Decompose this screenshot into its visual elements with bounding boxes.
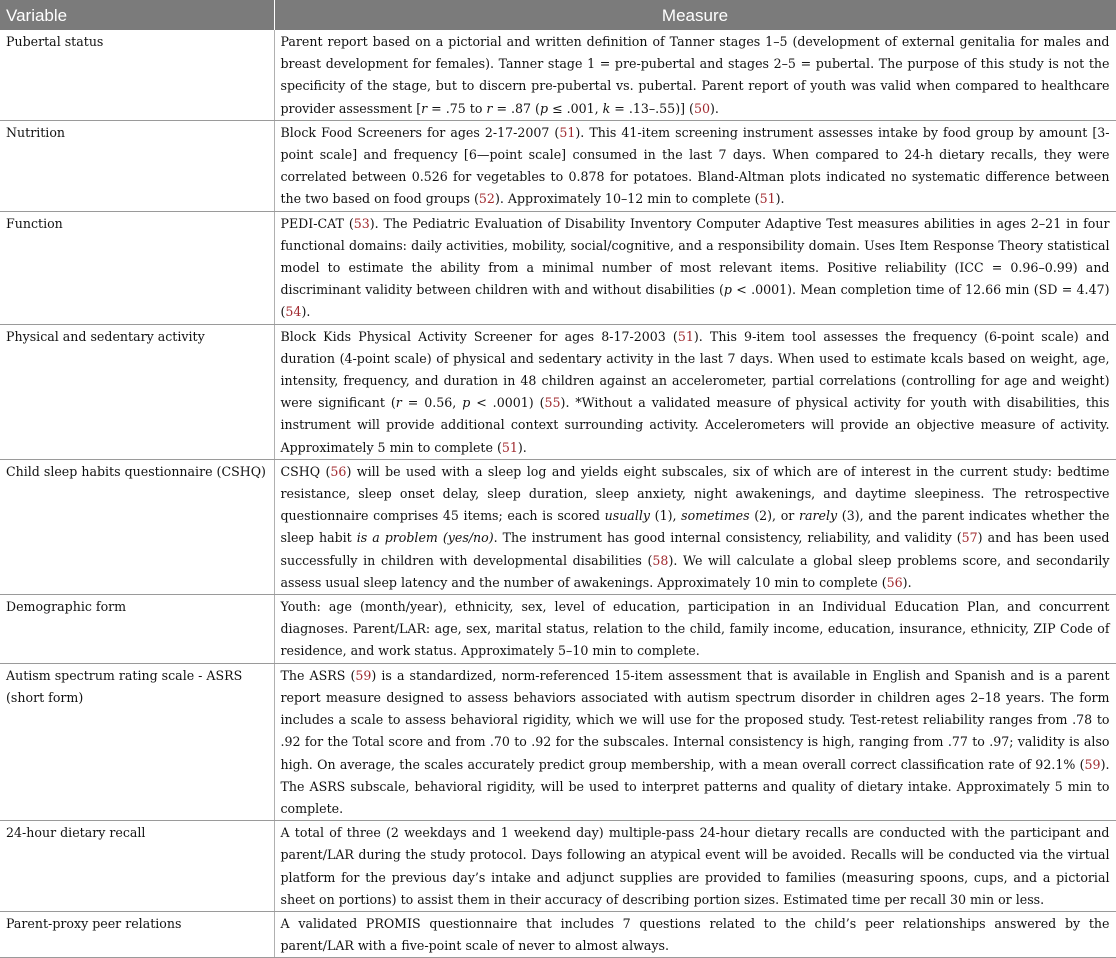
variable-cell: Pubertal status	[0, 30, 274, 120]
measure-cell: Block Food Screeners for ages 2-17-2007 (51). This 41-item screening instrument assesses intake by food group by amount [3-point scale] and frequency [6—point scale] consumed in the last 7 days. When compared to 24-h dietary recalls, they were correlated between 0.526 for vegetables to 0.878 for potatoes. Bland-Altman plots indicated no systematic difference between the two based on food groups (52). Approximately 10–12 min to complete (51).	[274, 120, 1116, 211]
table-row	[0, 911, 1116, 957]
variable-cell: 24-hour dietary recall	[0, 821, 274, 912]
measure-cell: CSHQ (56) will be used with a sleep log and yields eight subscales, six of which are of interest in the current study: bedtime resistance, sleep onset delay, sleep duration, sleep anxiety, night awakenings, and daytime sleepiness. The retrospective questionnaire comprises 45 items; each is scored usually (1), sometimes (2), or rarely (3), and the parent indicates whether the sleep habit is a problem (yes/no). The instrument has good internal consistency, reliability, and validity (57) and has been used successfully in children with developmental disabilities (58). We will calculate a global sleep problems score, and secondarily assess usual sleep latency and the number of awakenings. Approximately 10 min to complete (56).	[274, 459, 1116, 594]
measure-cell: Block Kids Physical Activity Screener for ages 8-17-2003 (51). This 9-item tool assesses the frequency (6-point scale) and duration (4-point scale) of physical and sedentary activity in the last 7 days. When used to estimate kcals based on weight, age, intensity, frequency, and duration in 48 children against an accelerometer, partial correlations (controlling for age and weight) were significant (r = 0.56, p < .0001) (55). *Without a validated measure of physical activity for youth with disabilities, this instrument will provide additional context surrounding activity. Accelerometers will provide an objective measure of activity. Approximately 5 min to complete (51).	[274, 324, 1116, 459]
measure-cell: Youth: age (month/year), ethnicity, sex, level of education, participation in an Individual Education Plan, and concurrent diagnoses. Parent/LAR: age, sex, marital status, relation to the child, family income, education, insurance, ethnicity, ZIP Code of residence, and work status. Approximately 5–10 min to complete.	[274, 595, 1116, 664]
table-row	[0, 324, 1116, 459]
header-measure: Measure	[274, 0, 1116, 30]
variable-cell: Child sleep habits questionnaire (CSHQ)	[0, 459, 274, 594]
variable-cell: Demographic form	[0, 595, 274, 664]
measure-cell: A total of three (2 weekdays and 1 weekend day) multiple-pass 24-hour dietary recalls are conducted with the participant and parent/LAR during the study protocol. Days following an atypical event will be avoided. Recalls will be conducted via the virtual platform for the previous day’s intake and adjunct supplies are provided to families (measuring spoons, cups, and a pictorial sheet on portions) to assist them in their accuracy of describing portion sizes. Estimated time per recall 30 min or less.	[274, 821, 1116, 912]
table-row	[0, 211, 1116, 324]
table-row	[0, 30, 1116, 120]
variable-cell: Parent-proxy peer relations	[0, 911, 274, 957]
variable-cell: Function	[0, 211, 274, 324]
variable-cell: Autism spectrum rating scale - ASRS (short form)	[0, 663, 274, 820]
variable-cell: Physical and sedentary activity	[0, 324, 274, 459]
measure-cell: A validated PROMIS questionnaire that includes 7 questions related to the child’s peer relationships answered by the parent/LAR with a five-point scale of never to almost always.	[274, 911, 1116, 957]
table-row	[0, 120, 1116, 211]
table-row	[0, 459, 1116, 594]
measure-cell: Parent report based on a pictorial and written definition of Tanner stages 1–5 (development of external genitalia for males and breast development for females). Tanner stage 1 = pre-pubertal and stages 2–5 = pubertal. The purpose of this study is not the specificity of the stage, but to discern pre-pubertal vs. pubertal. Parent report of youth was valid when compared to healthcare provider assessment [r = .75 to r = .87 (p ≤ .001, k = .13–.55)] (50).	[274, 30, 1116, 120]
table-header-row	[0, 0, 1116, 30]
header-variable: Variable	[0, 0, 274, 30]
table-row	[0, 595, 1116, 664]
table-row	[0, 663, 1116, 820]
variable-cell: Nutrition	[0, 120, 274, 211]
table-row	[0, 821, 1116, 912]
measure-cell: The ASRS (59) is a standardized, norm-referenced 15-item assessment that is available in English and Spanish and is a parent report measure designed to assess behaviors associated with autism spectrum disorder in children ages 2–18 years. The form includes a scale to assess behavioral rigidity, which we will use for the proposed study. Test-retest reliability ranges from .78 to .92 for the Total score and from .70 to .92 for the subscales. Internal consistency is high, ranging from .77 to .97; validity is also high. On average, the scales accurately predict group membership, with a mean overall correct classification rate of 92.1% (59). The ASRS subscale, behavioral rigidity, will be used to interpret patterns and quality of dietary intake. Approximately 5 min to complete.	[274, 663, 1116, 820]
measure-cell: PEDI-CAT (53). The Pediatric Evaluation of Disability Inventory Computer Adaptive Test measures abilities in ages 2–21 in four functional domains: daily activities, mobility, social/cognitive, and a responsibility domain. Uses Item Response Theory statistical model to estimate the ability from a minimal number of most relevant items. Positive reliability (ICC = 0.96–0.99) and discriminant validity between children with and without disabilities (p < .0001). Mean completion time of 12.66 min (SD = 4.47) (54).	[274, 211, 1116, 324]
